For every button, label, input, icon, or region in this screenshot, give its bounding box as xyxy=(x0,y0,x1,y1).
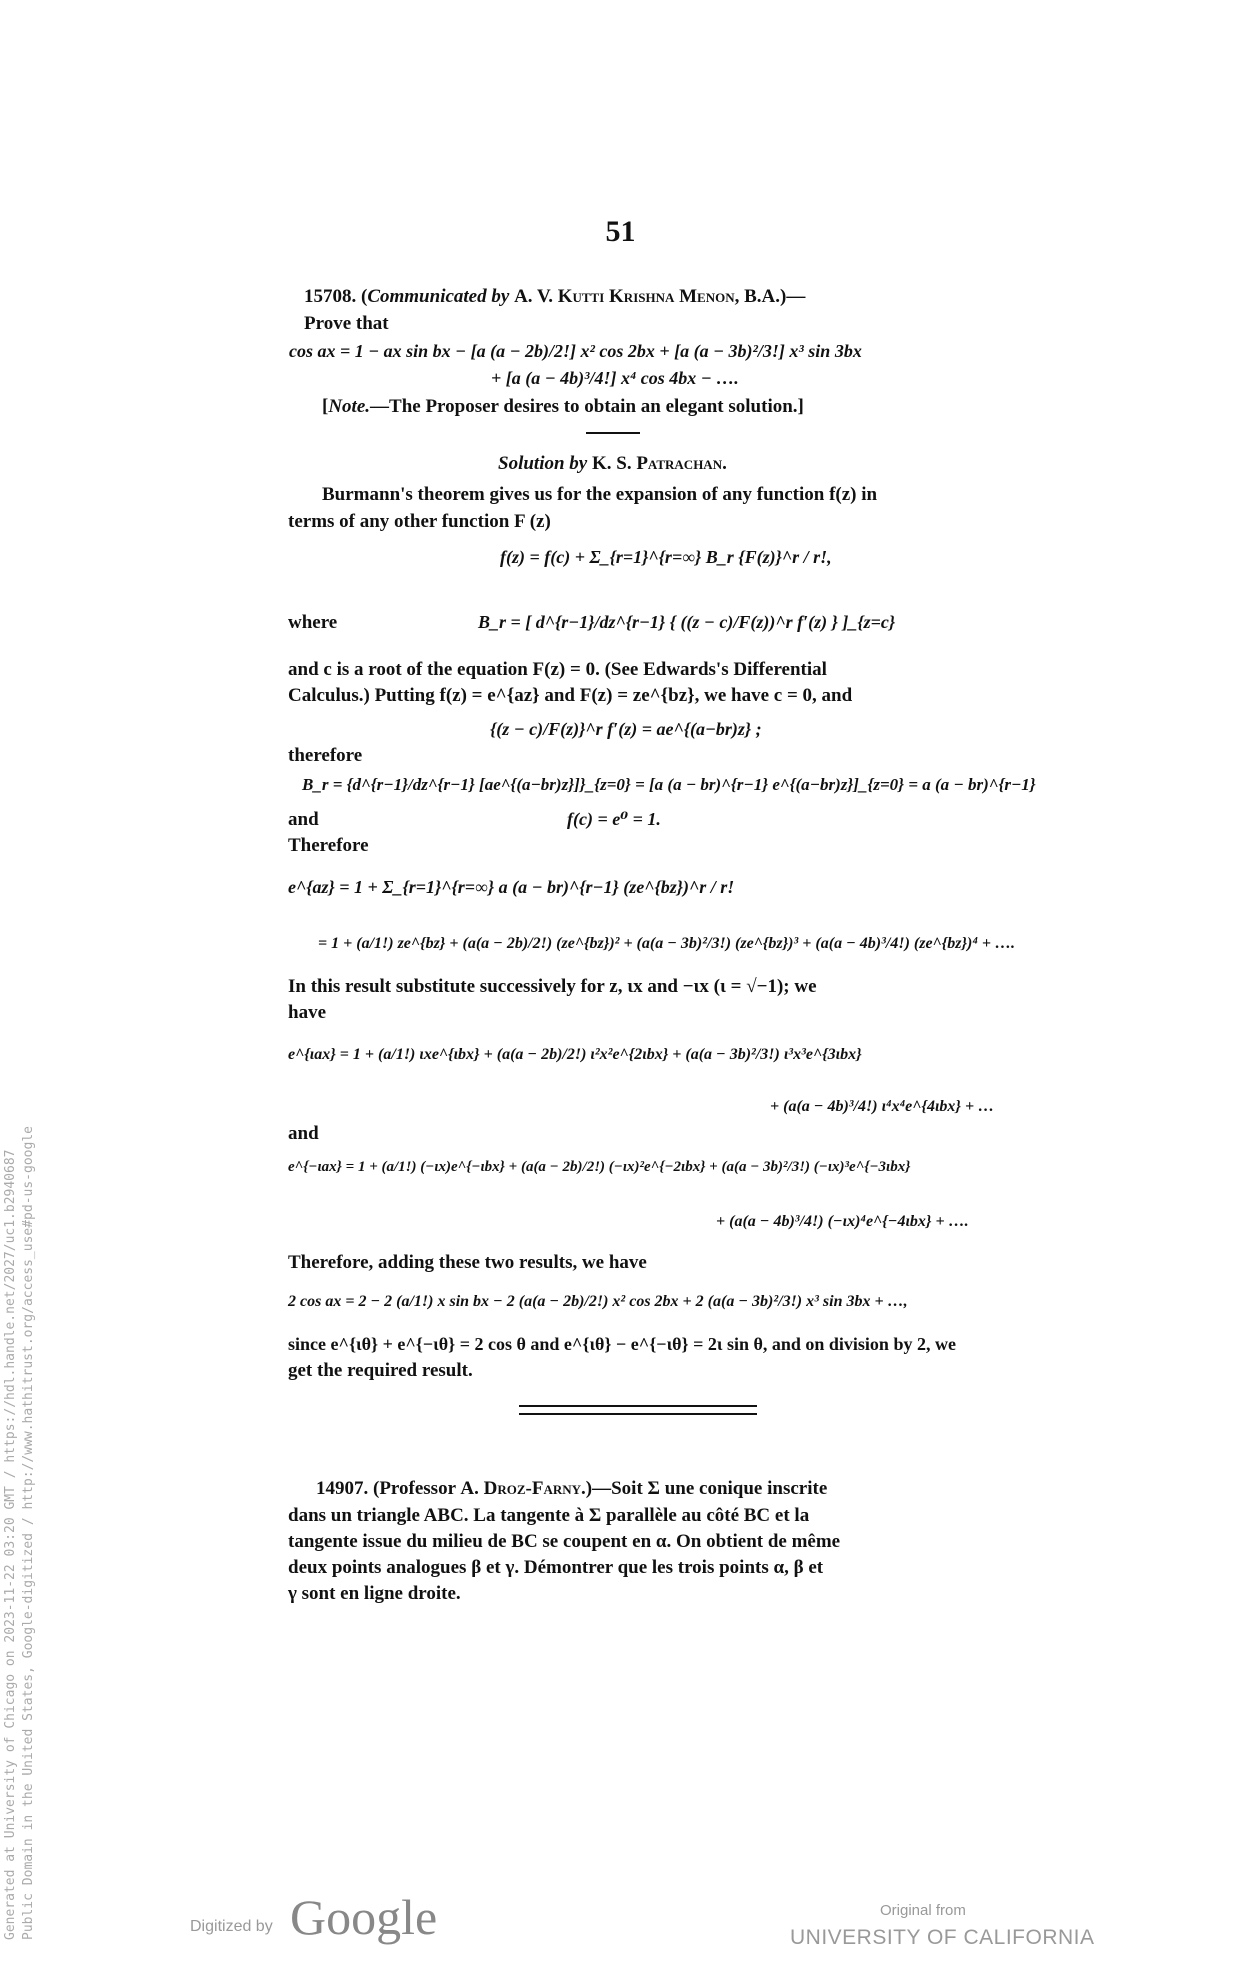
equation-cos-ax-line1: cos ax = 1 − ax sin bx − [a (a − 2b)/2!] x² cos 2bx + [a (a − 3b)²/3!] x³ sin 3bx xyxy=(289,341,862,361)
problem-number: 15708. xyxy=(304,286,357,307)
google-logo: Google xyxy=(290,1889,438,1945)
and-label: and xyxy=(288,809,319,830)
paragraph-line: Calculus.) Putting f(z) = e^{az} and F(z) = ze^{bz}, we have c = 0, and xyxy=(288,685,853,706)
communicated-by: Communicated by xyxy=(367,286,510,307)
paragraph-line: Therefore, adding these two results, we have xyxy=(288,1252,647,1273)
page-number: 51 xyxy=(605,215,636,248)
equation-eiax-line2: + (a(a − 4b)³/4!) ι⁴x⁴e^{4ιbx} + … xyxy=(770,1098,995,1115)
paragraph-line: In this result substitute successively for z, ιx and −ιx (ι = √−1); we xyxy=(288,976,817,997)
prove-that: Prove that xyxy=(304,313,389,334)
university-label: UNIVERSITY OF CALIFORNIA xyxy=(790,1926,1095,1949)
equation-emiax-line1: e^{−ιax} = 1 + (a/1!) (−ιx)e^{−ιbx} + (a(a − 2b)/2!) (−ιx)²e^{−2ιbx} + (a(a − 3b)²/3!) (−ιx)³e^{−3ιbx} xyxy=(288,1159,911,1175)
paragraph-line: Burmann's theorem gives us for the expansion of any function f(z) in xyxy=(322,484,878,505)
equation-cos-ax-line2: + [a (a − 4b)³/4!] x⁴ cos 4bx − …. xyxy=(491,368,739,388)
equation-eaz-sum: e^{az} = 1 + Σ_{r=1}^{r=∞} a (a − br)^{r−1} (ze^{bz})^r / r! xyxy=(288,877,735,897)
digitized-by-label: Digitized by xyxy=(190,1918,273,1935)
paragraph-line: and c is a root of the equation F(z) = 0. (See Edwards's Differential xyxy=(288,659,827,680)
solution-heading: Solution by K. S. Patrachan. xyxy=(498,453,727,474)
where-label: where xyxy=(288,612,338,633)
therefore-label: Therefore xyxy=(288,835,369,856)
section-rule xyxy=(586,432,640,434)
margin-watermark: Generated at University of Chicago on 2023-11-22 03:20 GMT / https://hdl.handle.net/2027/uc1.b2940687 Public Domain in the United States, Google-digitized / http://www.hathitrust.org/access_use#pd-us-google xyxy=(3,1126,37,1940)
problem-number: 14907. xyxy=(316,1478,369,1499)
equation-fc: f(c) = e⁰ = 1. xyxy=(567,809,661,829)
equation-burmann: f(z) = f(c) + Σ_{r=1}^{r=∞} B_r {F(z)}^r / r!, xyxy=(500,547,832,567)
paragraph-line: deux points analogues β et γ. Démontrer que les trois points α, β et xyxy=(288,1557,824,1578)
paragraph-line: terms of any other function F (z) xyxy=(288,511,551,532)
problem-14907-header: 14907. (Professor A. Droz-Farny.)—Soit Σ une conique inscrite xyxy=(316,1478,828,1499)
problem-15708-header: 15708. (Communicated by A. V. Kutti Krishna Menon, B.A.)— xyxy=(304,286,806,307)
paragraph-line: γ sont en ligne droite. xyxy=(288,1583,461,1604)
double-rule xyxy=(519,1405,757,1415)
equation-ratio: {(z − c)/F(z)}^r f′(z) = ae^{(a−br)z} ; xyxy=(490,719,762,739)
paragraph-line: dans un triangle ABC. La tangente à Σ parallèle au côté BC et la xyxy=(288,1505,810,1526)
proposer-note: [Note.—The Proposer desires to obtain an elegant solution.] xyxy=(322,396,804,417)
author-name: A. Droz-Farny. xyxy=(460,1478,586,1499)
paragraph-line: have xyxy=(288,1002,326,1023)
equation-br-definition: B_r = [ d^{r−1}/dz^{r−1} { ((z − c)/F(z))^r f′(z) } ]_{z=c} xyxy=(478,612,896,632)
equation-eaz-expansion: = 1 + (a/1!) ze^{bz} + (a(a − 2b)/2!) (ze^{bz})² + (a(a − 3b)²/3!) (ze^{bz})³ + (a(a − 4b)³/4!) (ze^{bz})⁴ + …. xyxy=(318,935,1016,952)
equation-emiax-line2: + (a(a − 4b)³/4!) (−ιx)⁴e^{−4ιbx} + …. xyxy=(716,1213,969,1230)
paragraph-line: get the required result. xyxy=(288,1360,473,1381)
equation-eiax-line1: e^{ιax} = 1 + (a/1!) ιxe^{ιbx} + (a(a − 2b)/2!) ι²x²e^{2ιbx} + (a(a − 3b)²/3!) ι³x³e^{3ιbx} xyxy=(288,1046,862,1063)
equation-br-value: B_r = {d^{r−1}/dz^{r−1} [ae^{(a−br)z}]}_{z=0} = [a (a − br)^{r−1} e^{(a−br)z}]_{z=0} = a (a − br)^{r−1} xyxy=(302,775,1036,794)
equation-2cos-ax: 2 cos ax = 2 − 2 (a/1!) x sin bx − 2 (a(a − 2b)/2!) x² cos 2bx + 2 (a(a − 3b)²/3!) x³ sin 3bx + …, xyxy=(288,1293,908,1310)
paragraph-line: since e^{ιθ} + e^{−ιθ} = 2 cos θ and e^{ιθ} − e^{−ιθ} = 2ι sin θ, and on division by 2, we xyxy=(288,1334,956,1354)
paragraph-line: tangente issue du milieu de BC se coupent en α. On obtient de même xyxy=(288,1531,841,1552)
therefore-label: therefore xyxy=(288,745,363,766)
original-from-label: Original from xyxy=(880,1902,966,1919)
and-label: and xyxy=(288,1123,319,1144)
author-name: A. V. Kutti Krishna Menon, B.A. xyxy=(514,286,781,307)
